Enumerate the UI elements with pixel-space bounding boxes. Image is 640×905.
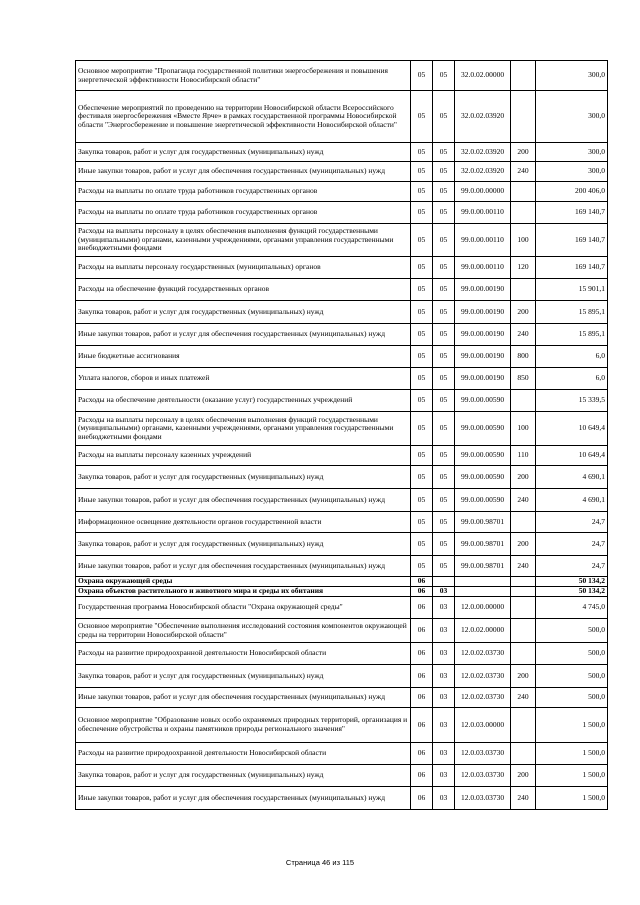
row-vr-cell: 240: [511, 556, 536, 577]
row-pr-cell: 05: [433, 489, 455, 512]
row-pr-cell: 05: [433, 182, 455, 202]
row-csr-cell: 99.0.00.00590: [455, 466, 511, 489]
row-sum-cell: 6,0: [536, 368, 608, 390]
row-rz-cell: 05: [411, 279, 433, 301]
row-pr-cell: 05: [433, 279, 455, 301]
row-pr-cell: 05: [433, 162, 455, 182]
table-row: [76, 597, 608, 619]
row-name-cell: Расходы на выплаты персоналу в целях обеспечения выполнения функций государственными (муниципальными) органами, казенными учреждениями, органами управления государственными внебюджетными фондами: [76, 412, 411, 446]
row-pr-cell: 05: [433, 556, 455, 577]
row-csr-cell: 12.0.03.00000: [455, 708, 511, 743]
row-pr-cell: 05: [433, 202, 455, 224]
table-row: [76, 279, 608, 301]
table-row: [76, 412, 608, 446]
row-csr-cell: 12.0.03.03730: [455, 787, 511, 810]
row-rz-cell: 06: [411, 665, 433, 688]
row-rz-cell: 05: [411, 257, 433, 279]
row-csr-cell: 12.0.02.00000: [455, 619, 511, 643]
row-pr-cell: 05: [433, 301, 455, 324]
table-row: [76, 556, 608, 577]
row-pr-cell: 05: [433, 143, 455, 162]
row-rz-cell: 05: [411, 346, 433, 368]
row-sum-cell: 200 406,0: [536, 182, 608, 202]
row-vr-cell: [511, 182, 536, 202]
row-vr-cell: [511, 91, 536, 143]
row-sum-cell: 1 500,0: [536, 708, 608, 743]
row-pr-cell: 03: [433, 587, 455, 597]
row-sum-cell: 169 140,7: [536, 202, 608, 224]
row-name-cell: Закупка товаров, работ и услуг для государственных (муниципальных) нужд: [76, 665, 411, 688]
row-name-cell: Государственная программа Новосибирской области "Охрана окружающей среды": [76, 597, 411, 619]
row-sum-cell: 15 339,5: [536, 390, 608, 412]
row-csr-cell: 99.0.00.00190: [455, 346, 511, 368]
row-sum-cell: 15 901,1: [536, 279, 608, 301]
row-sum-cell: 300,0: [536, 61, 608, 91]
row-name-cell: Информационное освещение деятельности органов государственной власти: [76, 512, 411, 533]
row-vr-cell: [511, 512, 536, 533]
row-pr-cell: 05: [433, 533, 455, 556]
row-rz-cell: 06: [411, 765, 433, 787]
row-csr-cell: 99.0.00.98701: [455, 556, 511, 577]
row-vr-cell: 240: [511, 688, 536, 708]
row-name-cell: Расходы на развитие природоохранной деятельности Новосибирской области: [76, 643, 411, 665]
row-vr-cell: [511, 390, 536, 412]
row-pr-cell: 05: [433, 512, 455, 533]
table-row: [76, 446, 608, 466]
row-name-cell: Уплата налогов, сборов и иных платежей: [76, 368, 411, 390]
row-vr-cell: [511, 61, 536, 91]
row-pr-cell: 03: [433, 743, 455, 765]
row-sum-cell: 15 895,1: [536, 324, 608, 346]
row-sum-cell: 6,0: [536, 346, 608, 368]
row-rz-cell: 05: [411, 224, 433, 257]
table-row: [76, 182, 608, 202]
table-row: [76, 162, 608, 182]
row-pr-cell: 03: [433, 619, 455, 643]
row-vr-cell: 110: [511, 446, 536, 466]
table-row: [76, 587, 608, 597]
row-name-cell: Закупка товаров, работ и услуг для государственных (муниципальных) нужд: [76, 466, 411, 489]
table-row: [76, 143, 608, 162]
table-row: [76, 643, 608, 665]
row-csr-cell: 99.0.00.00590: [455, 446, 511, 466]
row-rz-cell: 05: [411, 446, 433, 466]
row-csr-cell: 32.0.02.03920: [455, 91, 511, 143]
row-rz-cell: 05: [411, 143, 433, 162]
row-vr-cell: 850: [511, 368, 536, 390]
row-name-cell: Закупка товаров, работ и услуг для государственных (муниципальных) нужд: [76, 533, 411, 556]
row-rz-cell: 06: [411, 743, 433, 765]
table-row: [76, 368, 608, 390]
row-rz-cell: 05: [411, 301, 433, 324]
row-csr-cell: 99.0.00.98701: [455, 512, 511, 533]
row-rz-cell: 06: [411, 577, 433, 587]
row-sum-cell: 50 134,2: [536, 577, 608, 587]
row-pr-cell: 05: [433, 346, 455, 368]
row-vr-cell: 240: [511, 489, 536, 512]
row-vr-cell: 200: [511, 466, 536, 489]
row-pr-cell: 03: [433, 708, 455, 743]
row-rz-cell: 06: [411, 688, 433, 708]
row-vr-cell: [511, 597, 536, 619]
row-sum-cell: 1 500,0: [536, 743, 608, 765]
row-sum-cell: 500,0: [536, 665, 608, 688]
row-rz-cell: 05: [411, 489, 433, 512]
row-sum-cell: 4 745,0: [536, 597, 608, 619]
table-row: [76, 301, 608, 324]
row-name-cell: Охрана объектов растительного и животного мира и среды их обитания: [76, 587, 411, 597]
row-name-cell: Расходы на выплаты по оплате труда работников государственных органов: [76, 202, 411, 224]
row-vr-cell: [511, 202, 536, 224]
row-rz-cell: 06: [411, 708, 433, 743]
row-csr-cell: 99.0.00.00190: [455, 368, 511, 390]
row-rz-cell: 06: [411, 787, 433, 810]
row-pr-cell: 03: [433, 765, 455, 787]
row-sum-cell: 500,0: [536, 688, 608, 708]
row-sum-cell: 15 895,1: [536, 301, 608, 324]
row-vr-cell: 200: [511, 665, 536, 688]
row-sum-cell: 300,0: [536, 91, 608, 143]
row-pr-cell: 03: [433, 643, 455, 665]
row-rz-cell: 05: [411, 182, 433, 202]
row-csr-cell: 99.0.00.98701: [455, 533, 511, 556]
row-sum-cell: 1 500,0: [536, 765, 608, 787]
row-rz-cell: 06: [411, 619, 433, 643]
table-row: [76, 466, 608, 489]
row-csr-cell: 99.0.00.00110: [455, 224, 511, 257]
table-row: [76, 577, 608, 587]
row-rz-cell: 05: [411, 162, 433, 182]
row-csr-cell: 99.0.00.00590: [455, 390, 511, 412]
budget-table: [75, 60, 608, 810]
row-pr-cell: 05: [433, 61, 455, 91]
row-vr-cell: 100: [511, 412, 536, 446]
row-vr-cell: [511, 643, 536, 665]
row-pr-cell: 05: [433, 412, 455, 446]
row-sum-cell: 50 134,2: [536, 587, 608, 597]
row-name-cell: Иные закупки товаров, работ и услуг для обеспечения государственных (муниципальных) нужд: [76, 162, 411, 182]
row-sum-cell: 4 690,1: [536, 489, 608, 512]
table-row: [76, 61, 608, 91]
row-csr-cell: 12.0.02.03730: [455, 643, 511, 665]
row-name-cell: Обеспечение мероприятий по проведению на территории Новосибирской области Всероссийского фестиваля энергосбережения «Вместе Ярче» в рамках государственной программы Новосибирской области "Энергосбережение и повышение энергетической эффективности Новосибирской области": [76, 91, 411, 143]
row-rz-cell: 05: [411, 390, 433, 412]
row-rz-cell: 05: [411, 61, 433, 91]
table-row: [76, 489, 608, 512]
row-csr-cell: 99.0.00.00190: [455, 324, 511, 346]
row-csr-cell: 99.0.00.00190: [455, 301, 511, 324]
row-vr-cell: 120: [511, 257, 536, 279]
table-row: [76, 665, 608, 688]
row-name-cell: Расходы на развитие природоохранной деятельности Новосибирской области: [76, 743, 411, 765]
row-sum-cell: 10 649,4: [536, 412, 608, 446]
row-name-cell: Расходы на выплаты персоналу в целях обеспечения выполнения функций государственными (муниципальными) органами, казенными учреждениями, органами управления государственными внебюджетными фондами: [76, 224, 411, 257]
table-row: [76, 708, 608, 743]
row-csr-cell: [455, 577, 511, 587]
row-pr-cell: 05: [433, 466, 455, 489]
row-vr-cell: [511, 279, 536, 301]
row-vr-cell: 240: [511, 324, 536, 346]
row-name-cell: Расходы на обеспечение деятельности (оказание услуг) государственных учреждений: [76, 390, 411, 412]
row-name-cell: Иные бюджетные ассигнования: [76, 346, 411, 368]
row-pr-cell: [433, 577, 455, 587]
row-name-cell: Иные закупки товаров, работ и услуг для обеспечения государственных (муниципальных) нужд: [76, 787, 411, 810]
row-rz-cell: 06: [411, 587, 433, 597]
table-row: [76, 787, 608, 810]
row-csr-cell: [455, 587, 511, 597]
row-sum-cell: 24,7: [536, 556, 608, 577]
table-row: [76, 743, 608, 765]
table-row: [76, 688, 608, 708]
row-name-cell: Основное мероприятие "Обеспечение выполнения исследований состояния компонентов окружающей среды на территории Новосибирской области": [76, 619, 411, 643]
row-name-cell: Расходы на выплаты персоналу казенных учреждений: [76, 446, 411, 466]
row-rz-cell: 05: [411, 202, 433, 224]
table-row: [76, 324, 608, 346]
row-vr-cell: [511, 587, 536, 597]
row-vr-cell: [511, 577, 536, 587]
row-csr-cell: 12.0.02.03730: [455, 665, 511, 688]
row-sum-cell: 1 500,0: [536, 787, 608, 810]
row-pr-cell: 05: [433, 257, 455, 279]
table-row: [76, 512, 608, 533]
row-vr-cell: [511, 743, 536, 765]
row-pr-cell: 05: [433, 224, 455, 257]
row-vr-cell: 200: [511, 143, 536, 162]
row-sum-cell: 500,0: [536, 643, 608, 665]
row-sum-cell: 24,7: [536, 533, 608, 556]
budget-table-body: [76, 61, 608, 810]
row-vr-cell: 200: [511, 301, 536, 324]
row-name-cell: Расходы на выплаты по оплате труда работников государственных органов: [76, 182, 411, 202]
row-name-cell: Основное мероприятие "Пропаганда государственной политики энергосбережения и повышения энергетической эффективности Новосибирской области": [76, 61, 411, 91]
row-sum-cell: 300,0: [536, 162, 608, 182]
row-sum-cell: 24,7: [536, 512, 608, 533]
table-row: [76, 619, 608, 643]
row-csr-cell: 99.0.00.00110: [455, 257, 511, 279]
table-row: [76, 533, 608, 556]
table-row: [76, 390, 608, 412]
row-sum-cell: 169 140,7: [536, 257, 608, 279]
row-name-cell: Основное мероприятие "Образование новых особо охраняемых природных территорий, организация и обеспечение обустройства и охраны памятников природы регионального значения": [76, 708, 411, 743]
row-pr-cell: 03: [433, 688, 455, 708]
row-rz-cell: 06: [411, 643, 433, 665]
row-name-cell: Закупка товаров, работ и услуг для государственных (муниципальных) нужд: [76, 301, 411, 324]
table-row: [76, 224, 608, 257]
row-pr-cell: 03: [433, 665, 455, 688]
row-name-cell: Иные закупки товаров, работ и услуг для обеспечения государственных (муниципальных) нужд: [76, 688, 411, 708]
row-sum-cell: 10 649,4: [536, 446, 608, 466]
row-csr-cell: 32.0.02.03920: [455, 143, 511, 162]
row-rz-cell: 05: [411, 412, 433, 446]
row-pr-cell: 05: [433, 446, 455, 466]
row-sum-cell: 169 140,7: [536, 224, 608, 257]
page-number: Страница 46 из 115: [285, 858, 355, 867]
row-csr-cell: 99.0.00.00110: [455, 202, 511, 224]
row-name-cell: Закупка товаров, работ и услуг для государственных (муниципальных) нужд: [76, 765, 411, 787]
table-row: [76, 257, 608, 279]
row-rz-cell: 05: [411, 368, 433, 390]
table-row: [76, 765, 608, 787]
table-row: [76, 346, 608, 368]
row-pr-cell: 05: [433, 390, 455, 412]
row-csr-cell: 99.0.00.00590: [455, 412, 511, 446]
row-vr-cell: 100: [511, 224, 536, 257]
row-pr-cell: 05: [433, 368, 455, 390]
row-vr-cell: [511, 619, 536, 643]
row-name-cell: Расходы на обеспечение функций государственных органов: [76, 279, 411, 301]
row-rz-cell: 05: [411, 466, 433, 489]
row-vr-cell: 240: [511, 162, 536, 182]
row-name-cell: Закупка товаров, работ и услуг для государственных (муниципальных) нужд: [76, 143, 411, 162]
row-csr-cell: 12.0.00.00000: [455, 597, 511, 619]
row-rz-cell: 05: [411, 533, 433, 556]
row-rz-cell: 06: [411, 597, 433, 619]
row-name-cell: Иные закупки товаров, работ и услуг для обеспечения государственных (муниципальных) нужд: [76, 489, 411, 512]
row-csr-cell: 12.0.03.03730: [455, 765, 511, 787]
row-rz-cell: 05: [411, 556, 433, 577]
row-vr-cell: [511, 708, 536, 743]
row-sum-cell: 300,0: [536, 143, 608, 162]
row-rz-cell: 05: [411, 91, 433, 143]
row-csr-cell: 12.0.02.03730: [455, 688, 511, 708]
table-row: [76, 91, 608, 143]
row-csr-cell: 32.0.02.00000: [455, 61, 511, 91]
row-name-cell: Иные закупки товаров, работ и услуг для обеспечения государственных (муниципальных) нужд: [76, 556, 411, 577]
row-csr-cell: 99.0.00.00000: [455, 182, 511, 202]
row-csr-cell: 99.0.00.00590: [455, 489, 511, 512]
row-pr-cell: 03: [433, 597, 455, 619]
row-pr-cell: 05: [433, 91, 455, 143]
row-name-cell: Охрана окружающей среды: [76, 577, 411, 587]
table-row: [76, 202, 608, 224]
row-csr-cell: 99.0.00.00190: [455, 279, 511, 301]
row-pr-cell: 03: [433, 787, 455, 810]
row-rz-cell: 05: [411, 324, 433, 346]
row-vr-cell: 240: [511, 787, 536, 810]
row-vr-cell: 200: [511, 533, 536, 556]
row-vr-cell: 800: [511, 346, 536, 368]
row-rz-cell: 05: [411, 512, 433, 533]
row-csr-cell: 32.0.02.03920: [455, 162, 511, 182]
row-sum-cell: 4 690,1: [536, 466, 608, 489]
row-vr-cell: 200: [511, 765, 536, 787]
row-name-cell: Иные закупки товаров, работ и услуг для обеспечения государственных (муниципальных) нужд: [76, 324, 411, 346]
row-sum-cell: 500,0: [536, 619, 608, 643]
row-name-cell: Расходы на выплаты персоналу государственных (муниципальных) органов: [76, 257, 411, 279]
row-pr-cell: 05: [433, 324, 455, 346]
row-csr-cell: 12.0.03.03730: [455, 743, 511, 765]
